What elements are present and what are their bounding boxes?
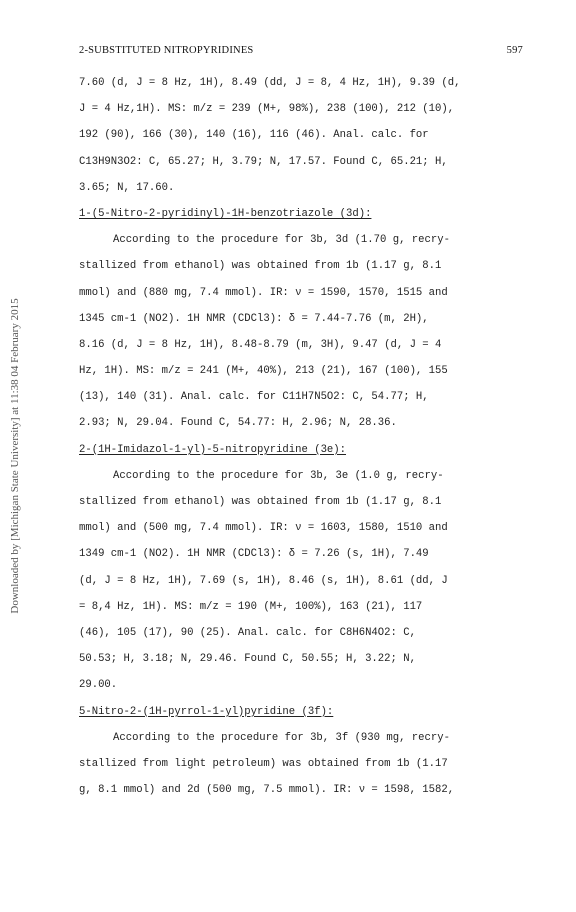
text-line: According to the procedure for 3b, 3f (930 mg, recry- (113, 731, 450, 744)
text-line: (d, J = 8 Hz, 1H), 7.69 (s, 1H), 8.46 (s, 1H), 8.61 (dd, J (79, 574, 448, 587)
compound-heading-3f (79, 699, 527, 725)
page-header (79, 45, 523, 59)
text-line: = 8,4 Hz, 1H). MS: m/z = 190 (M+, 100%), 163 (21), 117 (79, 600, 423, 613)
text-line: (46), 105 (17), 90 (25). Anal. calc. for C8H6N4O2: C, (79, 626, 416, 639)
compound-heading-3e (79, 437, 527, 463)
running-title: 2-SUBSTITUTED NITROPYRIDINES (79, 45, 254, 56)
text-line: 50.53; H, 3.18; N, 29.46. Found C, 50.55; H, 3.22; N, (79, 653, 416, 666)
text-line: According to the procedure for 3b, 3d (1.70 g, recry- (113, 234, 450, 247)
text-line: g, 8.1 mmol) and 2d (500 mg, 7.5 mmol). IR: ν = 1598, 1582, (79, 784, 455, 797)
text-line: 1345 cm-1 (NO2). 1H NMR (CDCl3): δ = 7.44-7.76 (m, 2H), (79, 312, 429, 325)
text-line: According to the procedure for 3b, 3e (1.0 g, recry- (113, 469, 444, 482)
text-line: 2.93; N, 29.04. Found C, 54.77: H, 2.96; N, 28.36. (79, 417, 397, 430)
text-line: mmol) and (880 mg, 7.4 mmol). IR: ν = 1590, 1570, 1515 and (79, 286, 448, 299)
text-line: 192 (90), 166 (30), 140 (16), 116 (46). Anal. calc. for (79, 129, 429, 142)
download-notice-margin (0, 0, 30, 912)
text-line: 29.00. (79, 679, 118, 692)
compound-heading-3d (79, 201, 527, 227)
text-line: stallized from ethanol) was obtained from 1b (1.17 g, 8.1 (79, 496, 442, 508)
text-line: mmol) and (500 mg, 7.4 mmol). IR: ν = 1603, 1580, 1510 and (79, 522, 448, 535)
article-body (79, 70, 527, 803)
text-line: stallized from ethanol) was obtained from 1b (1.17 g, 8.1 (79, 260, 442, 273)
compound-heading-text: 2-(1H-Imidazol-1-yl)-5-nitropyridine (3e): (79, 443, 347, 456)
text-line: C13H9N3O2: C, 65.27; H, 3.79; N, 17.57. Found C, 65.21; H, (79, 155, 448, 168)
compound-heading-text: 1-(5-Nitro-2-pyridinyl)-1H-benzotriazole (3d): (79, 207, 372, 220)
text-line: stallized from light petroleum) was obtained from 1b (1.17 (79, 757, 448, 770)
text-line: 7.60 (d, J = 8 Hz, 1H), 8.49 (dd, J = 8, 4 Hz, 1H), 9.39 (d, (79, 77, 461, 89)
download-notice: Downloaded by [Michigan State University] at 11:38 04 February 2015 (9, 298, 21, 614)
page-number: 597 (506, 45, 523, 56)
text-line: Hz, 1H). MS: m/z = 241 (M+, 40%), 213 (21), 167 (100), 155 (79, 365, 448, 378)
compound-heading-text: 5-Nitro-2-(1H-pyrrol-1-yl)pyridine (3f): (79, 705, 334, 718)
text-line: J = 4 Hz,1H). MS: m/z = 239 (M+, 98%), 238 (100), 212 (10), (79, 103, 455, 116)
text-line: 8.16 (d, J = 8 Hz, 1H), 8.48-8.79 (m, 3H), 9.47 (d, J = 4 (79, 338, 442, 351)
text-line: (13), 140 (31). Anal. calc. for C11H7N5O2: C, 54.77; H, (79, 391, 429, 404)
text-line: 3.65; N, 17.60. (79, 181, 175, 194)
text-line: 1349 cm-1 (NO2). 1H NMR (CDCl3): δ = 7.26 (s, 1H), 7.49 (79, 548, 429, 561)
